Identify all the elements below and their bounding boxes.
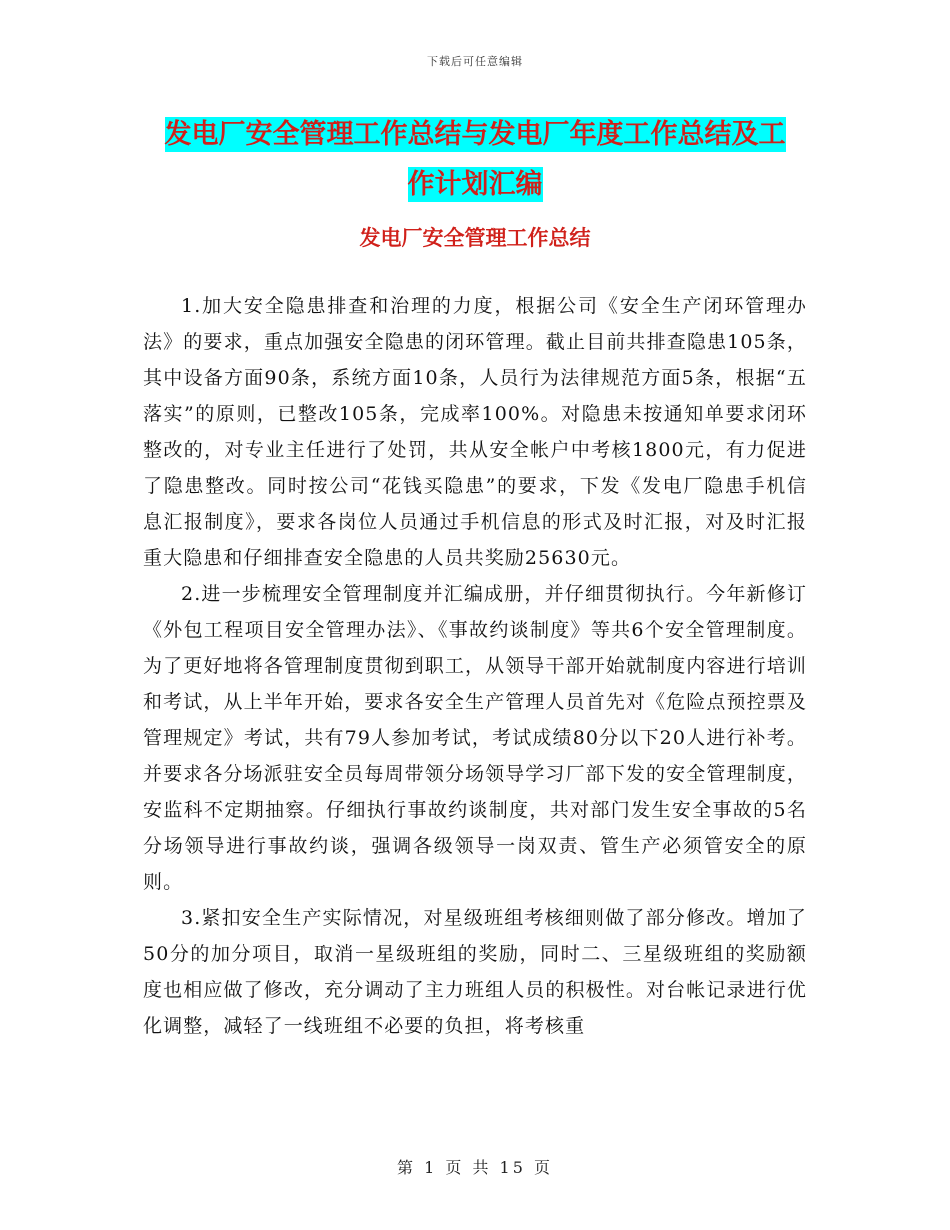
document-title [0, 110, 950, 210]
paragraph-3: 3.紧扣安全生产实际情况，对星级班组考核细则做了部分修改。增加了50分的加分项目，取消一星级班组的奖励，同时二、三星级班组的奖励额度也相应做了修改，充分调动了主力班组人员的积极性。对台帐记录进行优化调整，减轻了一线班组不必要的负担，将考核重 [143, 907, 807, 1037]
document-title-line-2: 作计划汇编 [407, 169, 543, 200]
section-title: 发电厂安全管理工作总结 [359, 226, 591, 250]
document-body [143, 288, 807, 1044]
paragraph-1: 1.加大安全隐患排查和治理的力度，根据公司《安全生产闭环管理办法》的要求，重点加强安全隐患的闭环管理。截止目前共排查隐患105条，其中设备方面90条，系统方面10条，人员行为法律规范方面5条，根据“五落实”的原则，已整改105条，完成率100%。对隐患未按通知单要求闭环整改的，对专业主任进行了处罚，共从安全帐户中考核1800元，有力促进了隐患整改。同时按公司“花钱买隐患”的要求，下发《发电厂隐患手机信息汇报制度》，要求各岗位人员通过手机信息的形式及时汇报，对及时汇报重大隐患和仔细排查安全隐患的人员共奖励25630元。 [143, 295, 807, 569]
paragraph-2: 2.进一步梳理安全管理制度并汇编成册，并仔细贯彻执行。今年新修订《外包工程项目安全管理办法》、《事故约谈制度》等共6个安全管理制度。为了更好地将各管理制度贯彻到职工，从领导干部开始就制度内容进行培训和考试，从上半年开始，要求各安全生产管理人员首先对《危险点预控票及管理规定》考试，共有79人参加考试，考试成绩80分以下20人进行补考。并要求各分场派驻安全员每周带领分场领导学习厂部下发的安全管理制度，安监科不定期抽察。仔细执行事故约谈制度，共对部门发生安全事故的5名分场领导进行事故约谈，强调各级领导一岗双责、管生产必须管安全的原则。 [143, 583, 807, 893]
page-header-note: 下载后可任意编辑 [427, 55, 523, 68]
page-footer: 第 1 页 共 15 页 [397, 1158, 553, 1177]
document-title-line-1: 发电厂安全管理工作总结与发电厂年度工作总结及工 [164, 119, 786, 150]
